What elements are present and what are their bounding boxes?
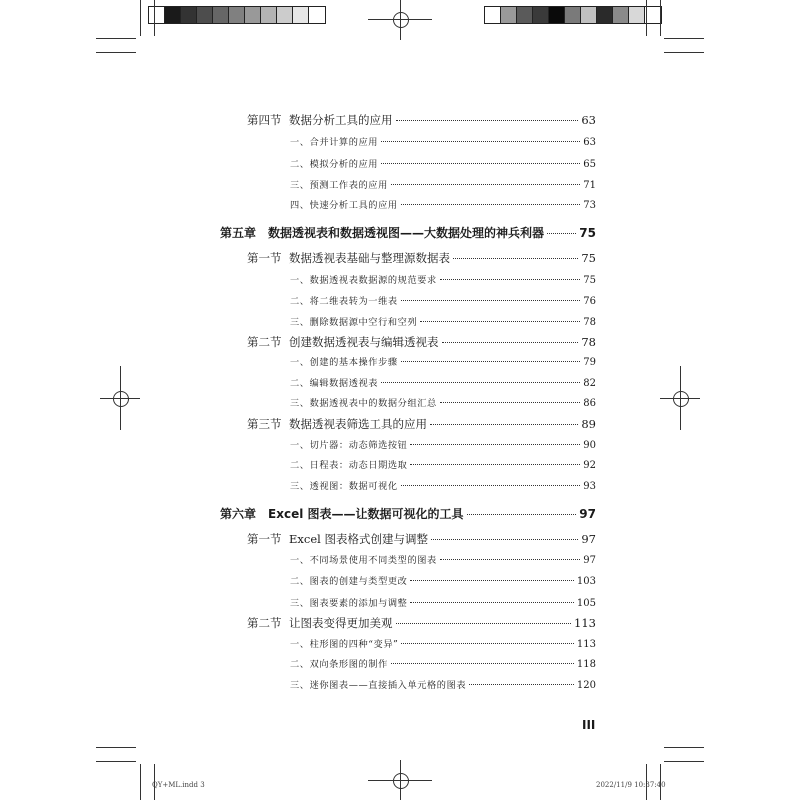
toc-item-row [290,156,596,170]
dot-leader [396,623,572,624]
toc-section-row [247,334,596,350]
toc-title-text: 二、将二维表转为一维表 [290,296,398,307]
dot-leader [410,602,573,603]
toc-page-number: 75 [583,275,596,286]
toc-page-number: 78 [581,335,596,349]
toc-chapter-row [220,224,596,241]
toc-page-number: 97 [579,507,596,521]
toc-page-number: 75 [579,226,596,240]
dot-leader [396,120,579,121]
toc-entry-title [220,224,544,241]
toc-chapter-row [220,505,596,522]
toc-item-row [290,573,596,587]
toc-entry-title [290,354,398,368]
toc-title-text: 让图表变得更加美观 [289,616,393,630]
toc-title-text: 三、图表要素的添加与调整 [290,598,408,609]
toc-section-row [247,615,596,631]
toc-item-row [290,314,596,328]
toc-page-number: 97 [583,555,596,566]
dot-leader [440,279,580,280]
toc-title-text: 一、合并计算的应用 [290,137,379,148]
toc-page-number: 113 [574,616,596,630]
toc-page-number: 105 [576,598,596,609]
toc-section-number: 第二节 [247,335,282,349]
toc-page-number: 97 [581,532,596,546]
toc-section-row [247,531,596,547]
dot-leader [420,321,580,322]
toc-page-number: 63 [583,137,596,148]
toc-page-number: 90 [583,440,596,451]
dot-leader [430,424,578,425]
toc-title-text: 二、双向条形图的制作 [290,659,388,670]
toc-entry-title [290,314,417,328]
dot-leader [381,382,580,383]
toc-entry-title [247,112,393,128]
toc-section-row [247,112,596,128]
toc-entry-title [247,416,427,432]
toc-section-row [247,250,596,266]
toc-item-row [290,595,596,609]
toc-entry-title [290,375,378,389]
toc-entry-title [290,595,407,609]
dot-leader [467,514,577,515]
toc-item-row [290,636,596,650]
toc-entry-title [290,656,388,670]
toc-title-text: 数据透视表基础与整理源数据表 [289,251,450,265]
dot-leader [431,539,578,540]
toc-entry-title [290,437,407,451]
toc-item-row [290,552,596,566]
toc-item-row [290,197,596,211]
toc-section-row [247,416,596,432]
toc-title-text: Excel 图表格式创建与调整 [289,532,428,546]
toc-title-text: 数据透视表和数据透视图——大数据处理的神兵利器 [268,226,545,240]
toc-item-row [290,375,596,389]
dot-leader [440,402,580,403]
toc-title-text: 一、不同场景使用不同类型的图表 [290,555,437,566]
toc-entry-title [290,293,398,307]
toc-item-row [290,395,596,409]
toc-item-row [290,354,596,368]
toc-section-number: 第一节 [247,251,282,265]
toc-page-number: 82 [583,378,596,389]
toc-title-text: Excel 图表——让数据可视化的工具 [268,507,464,521]
toc-entry-title [290,636,398,650]
dot-leader [401,204,581,205]
toc-title-text: 三、预测工作表的应用 [290,180,388,191]
toc-title-text: 创建数据透视表与编辑透视表 [289,335,439,349]
toc-title-text: 数据分析工具的应用 [289,113,393,127]
toc-page-number: 113 [576,639,596,650]
toc-title-text: 数据透视表筛选工具的应用 [289,417,427,431]
page-number: III [582,718,596,732]
toc-item-row [290,272,596,286]
toc-title-text: 二、日程表：动态日期选取 [290,460,408,471]
dot-leader [401,485,581,486]
toc-entry-title [290,573,407,587]
toc-item-row [290,293,596,307]
toc-item-row [290,437,596,451]
toc-item-row [290,457,596,471]
dot-leader [410,444,580,445]
dot-leader [442,342,579,343]
dot-leader [410,464,580,465]
toc-page-number: 78 [583,317,596,328]
print-slug-timestamp: 2022/11/9 10:37:40 [596,781,666,789]
toc-page-number: 103 [576,576,596,587]
toc-item-row [290,677,596,691]
dot-leader [547,233,576,234]
toc-entry-title [290,197,398,211]
toc-page-number: 76 [583,296,596,307]
toc-page-number: 71 [583,180,596,191]
toc-entry-title [290,156,378,170]
toc-title-text: 二、模拟分析的应用 [290,159,379,170]
toc-section-number: 第四节 [247,113,282,127]
print-slug-file: QY+ML.indd 3 [152,781,205,789]
toc-chapter-number: 第六章 [220,507,257,521]
toc-page-number: 86 [583,398,596,409]
toc-section-number: 第二节 [247,616,282,630]
toc-page-number: 118 [576,659,596,670]
dot-leader [381,163,580,164]
toc-item-row [290,134,596,148]
toc-section-number: 第一节 [247,532,282,546]
toc-entry-title [290,457,407,471]
toc-entry-title [247,615,393,631]
dot-leader [453,258,578,259]
toc-page-number: 63 [581,113,596,127]
toc-entry-title [290,395,437,409]
toc-title-text: 一、创建的基本操作步骤 [290,357,398,368]
toc-entry-title [290,552,437,566]
toc-page-number: 75 [581,251,596,265]
toc-page-number: 93 [583,481,596,492]
toc-entry-title [247,334,439,350]
toc-entry-title [220,505,464,522]
toc-entry-title [290,177,388,191]
dot-leader [401,361,581,362]
dot-leader [381,141,580,142]
dot-leader [410,580,573,581]
toc-entry-title [290,677,466,691]
toc-title-text: 三、透视图：数据可视化 [290,481,398,492]
toc-page-number: 73 [583,200,596,211]
toc-item-row [290,478,596,492]
toc-title-text: 一、数据透视表数据源的规范要求 [290,275,437,286]
dot-leader [391,663,574,664]
toc-title-text: 二、图表的创建与类型更改 [290,576,408,587]
toc-title-text: 一、柱形图的四种“变异” [290,639,399,650]
toc-item-row [290,177,596,191]
toc-entry-title [247,250,450,266]
dot-leader [401,643,573,644]
toc-chapter-number: 第五章 [220,226,257,240]
toc-title-text: 三、迷你图表——直接插入单元格的图表 [290,680,467,691]
toc-page-number: 92 [583,460,596,471]
toc-entry-title [290,134,378,148]
dot-leader [391,184,580,185]
toc-section-number: 第三节 [247,417,282,431]
toc-entry-title [290,272,437,286]
dot-leader [440,559,580,560]
toc-entry-title [247,531,428,547]
toc-page-number: 89 [581,417,596,431]
toc-entry-title [290,478,398,492]
toc-title-text: 三、数据透视表中的数据分组汇总 [290,398,437,409]
dot-leader [469,684,574,685]
toc-title-text: 三、删除数据源中空行和空列 [290,317,418,328]
toc-title-text: 四、快速分析工具的应用 [290,200,398,211]
toc-page-number: 120 [576,680,596,691]
dot-leader [401,300,581,301]
toc-page-number: 65 [583,159,596,170]
toc-item-row [290,656,596,670]
toc-page-number: 79 [583,357,596,368]
toc-title-text: 一、切片器：动态筛选按钮 [290,440,408,451]
toc-title-text: 二、编辑数据透视表 [290,378,379,389]
